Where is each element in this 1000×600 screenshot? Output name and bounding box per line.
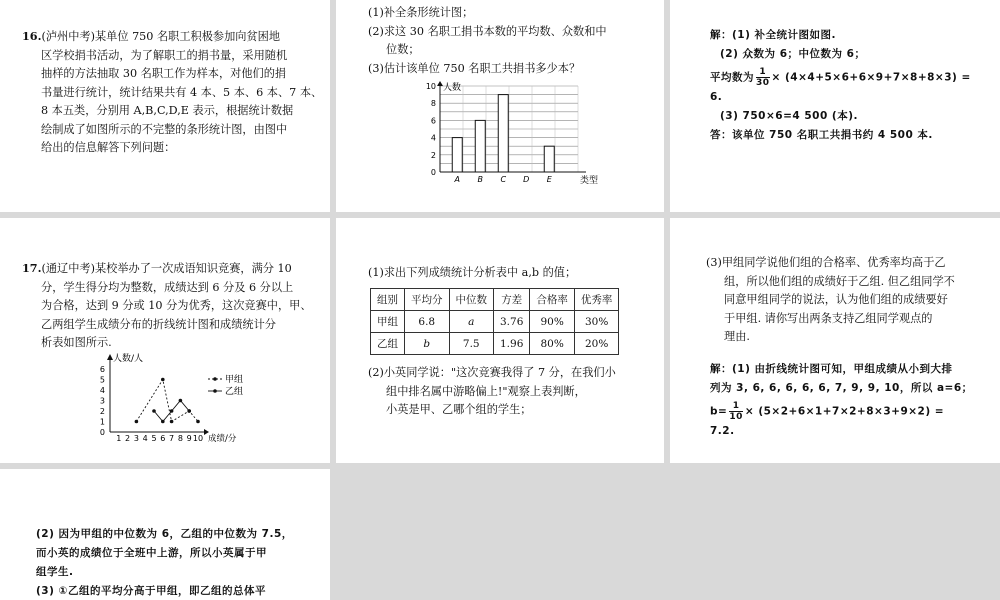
bar	[452, 138, 462, 172]
data-point	[170, 420, 174, 424]
y-tick-label: 6	[430, 116, 436, 126]
data-point	[170, 409, 174, 413]
q16-line: 8 本五类，分别用 A,B,C,D,E 表示，根据统计数据	[41, 104, 294, 117]
y-tick-label: 8	[430, 99, 436, 109]
x-tick-label: 10	[192, 434, 204, 443]
answer-17-line: (2) 因为甲组的中位数为 6，乙组的中位数为 7.5，	[36, 528, 293, 540]
table-cell: 3.76	[494, 311, 530, 333]
answer-16-line: 解：(1) 补全统计图如图.	[710, 29, 837, 41]
table-row	[371, 311, 619, 333]
answer-16-line: 6.	[710, 91, 723, 103]
x-tick-label: 7	[169, 434, 175, 443]
x-tick-label: 5	[151, 434, 157, 443]
x-tick-label: D	[523, 175, 530, 184]
table-cell: 6.8	[405, 311, 450, 333]
y-tick-label: 6	[99, 365, 105, 374]
table-header-cell: 组别	[371, 289, 405, 311]
data-point	[152, 409, 156, 413]
fraction-numerator: 1	[759, 67, 767, 77]
answer-16-line: (3) 750×6=4 500 (本).	[720, 110, 858, 122]
x-axis-label: 成绩/分	[208, 434, 237, 444]
y-tick-label: 10	[425, 82, 436, 91]
q17-line: 分，学生得分均为整数，成绩达到 6 分及 6 分以上	[41, 280, 294, 294]
question-17-part3-panel	[670, 218, 1000, 463]
y-tick-label: 2	[430, 150, 436, 160]
series-line	[136, 380, 198, 422]
y-tick-label: 0	[430, 168, 436, 177]
bar-chart	[414, 80, 614, 188]
answer-17-line: 列为 3, 6, 6, 6, 6, 6, 7, 9, 9, 10，所以 a=6；	[710, 382, 973, 394]
stats-table	[370, 288, 619, 355]
table-header-cell: 中位数	[449, 289, 494, 311]
y-tick-label: 4	[430, 133, 436, 143]
q17-part3-line: 理由.	[724, 330, 750, 343]
q17-part1: (1)求出下列成绩统计分析表中 a,b 的值；	[368, 266, 577, 279]
fraction-denominator: 30	[756, 78, 770, 88]
table-header-row	[371, 289, 619, 311]
x-tick-label: 9	[186, 434, 192, 443]
fraction-denominator: 10	[729, 412, 743, 422]
data-point	[135, 420, 139, 424]
x-tick-label: C	[500, 175, 507, 184]
data-point	[196, 420, 200, 424]
q16-line: 抽样的方法抽取 30 名职工作为样本，对他们的捐	[41, 67, 287, 80]
q16-line: 书量进行统计，统计结果共有 4 本、5 本、6 本、7 本、	[41, 85, 323, 99]
answer-16-mean-label: 平均数为	[710, 71, 754, 84]
table-cell: 7.5	[449, 333, 494, 355]
answer-16-line: 答：该单位 750 名职工共捐书约 4 500 本.	[710, 129, 933, 141]
q17-line: 析表如图所示.	[41, 336, 112, 349]
q17-part3-line: 组，所以他们组的成绩好于乙组. 但乙组同学不	[724, 274, 955, 288]
table-cell: 1.96	[494, 333, 530, 355]
table-header-cell: 方差	[494, 289, 530, 311]
x-tick-label: A	[454, 175, 460, 184]
bar	[498, 95, 508, 172]
data-point	[161, 420, 165, 424]
q17-text	[22, 259, 322, 353]
q16-sub-2b: 位数；	[386, 43, 420, 56]
y-tick-label: 3	[99, 396, 105, 406]
table-cell: 90%	[530, 311, 575, 333]
table-header-cell: 合格率	[530, 289, 575, 311]
line-chart	[90, 353, 265, 445]
data-point	[179, 399, 183, 403]
fraction	[756, 67, 770, 88]
x-tick-label: E	[546, 175, 552, 184]
y-tick-label: 1	[99, 417, 105, 427]
answer-17-b-label: b=	[710, 405, 728, 418]
q17-part3-line: 于甲组. 请你写出两条支持乙组同学观点的	[724, 311, 933, 325]
q17-part3	[706, 254, 955, 347]
answer-17-part2-3	[36, 525, 293, 600]
q16-line: 给出的信息解答下列问题：	[41, 141, 176, 154]
answer-17-line: (3) ①乙组的平均分高于甲组，即乙组的总体平	[36, 585, 266, 597]
fraction	[729, 401, 743, 422]
legend-marker	[213, 389, 217, 393]
answer-16-panel	[670, 0, 1000, 212]
table-header-cell: 平均分	[405, 289, 450, 311]
q17-line: (通辽中考)某校举办了一次成语知识竞赛，满分 10	[41, 262, 292, 275]
legend-label: 甲组	[225, 375, 244, 385]
y-tick-label: 4	[99, 386, 105, 395]
q17-part3-line: 同意甲组同学的说法，认为他们组的成绩要好	[724, 293, 948, 306]
q17-number: 17.	[22, 261, 42, 275]
table-cell: 甲组	[371, 311, 405, 333]
q17-part2-line: 组中排名属中游略偏上!"观察上表判断，	[386, 384, 586, 398]
q16-number: 16.	[22, 29, 42, 43]
y-tick-label: 0	[99, 428, 105, 437]
data-point	[187, 409, 191, 413]
answer-17-line: 解：(1) 由折线统计图可知，甲组成绩从小到大排	[710, 363, 953, 375]
x-tick-label: B	[477, 175, 483, 184]
x-tick-label: 6	[160, 434, 166, 443]
answer-16	[710, 26, 971, 145]
question-16-parts-panel	[336, 0, 664, 212]
q17-part2-line: 小英是甲、乙哪个组的学生；	[386, 403, 532, 416]
answer-17-part1	[710, 360, 973, 441]
y-tick-label: 5	[99, 375, 105, 385]
q16-sub-2: (2)求这 30 名职工捐书本数的平均数、众数和中	[368, 24, 607, 38]
legend-label: 乙组	[225, 387, 244, 397]
x-tick-label: 3	[133, 434, 139, 443]
q17-part2	[368, 364, 616, 420]
legend-marker	[213, 377, 217, 381]
answer-17-line: 而小英的成绩位于全班中上游，所以小英属于甲	[36, 547, 267, 559]
q16-sub-3: (3)估计该单位 750 名职工共捐书多少本？	[368, 61, 581, 75]
q16-subquestions	[368, 4, 607, 78]
bar	[475, 120, 485, 172]
q16-sub-1: (1)补全条形统计图；	[368, 6, 474, 19]
x-tick-label: 4	[142, 434, 148, 443]
answer-17-b-expr: × (5×2+6×1+7×2+8×3+9×2) =	[744, 405, 945, 418]
q17-part3-line: (3)甲组同学说他们组的合格率、优秀率均高于乙	[706, 256, 946, 269]
question-17-panel	[0, 218, 330, 463]
question-16-panel	[0, 0, 330, 212]
q17-line: 乙两组学生成绩分布的折线统计图和成绩统计分	[41, 317, 276, 331]
x-tick-label: 8	[177, 434, 183, 443]
answer-16-mean-expr: × (4×4+5×6+6×9+7×8+8×3) =	[771, 71, 971, 84]
q16-line: 区学校捐书活动，为了解职工的捐书量，采用随机	[41, 48, 288, 62]
table-cell: a	[449, 311, 494, 333]
answer-17-line: 组学生.	[36, 566, 74, 578]
table-header-cell: 优秀率	[574, 289, 619, 311]
data-point	[161, 378, 165, 382]
q17-part2-line: (2)小英同学说："这次竞赛我得了 7 分，在我们小	[368, 366, 616, 379]
answer-16-line: (2) 众数为 6；中位数为 6；	[720, 48, 866, 60]
q17-line: 为合格，达到 9 分或 10 分为优秀，这次竞赛中，甲、	[41, 299, 312, 312]
x-axis-label: 类型	[580, 176, 599, 186]
table-cell: 30%	[574, 311, 619, 333]
y-axis-label: 人数/人	[113, 354, 144, 364]
table-cell: b	[405, 333, 450, 355]
y-axis-label: 人数	[443, 83, 462, 93]
answer-17-line: 7.2.	[710, 425, 735, 437]
table-cell: 80%	[530, 333, 575, 355]
table-cell: 20%	[574, 333, 619, 355]
q16-text	[22, 27, 322, 158]
answer-17-continued-panel	[0, 469, 330, 600]
y-tick-label: 2	[99, 407, 105, 416]
q16-line: 绘制成了如图所示的不完整的条形统计图，由图中	[41, 122, 288, 136]
bar	[544, 146, 554, 172]
table-row	[371, 333, 619, 355]
x-tick-label: 1	[116, 434, 122, 443]
table-cell: 乙组	[371, 333, 405, 355]
q16-line: (泸州中考)某单位 750 名职工积极参加向贫困地	[41, 30, 281, 43]
question-17-table-panel	[336, 218, 664, 463]
x-tick-label: 2	[125, 434, 131, 443]
fraction-numerator: 1	[732, 401, 740, 411]
